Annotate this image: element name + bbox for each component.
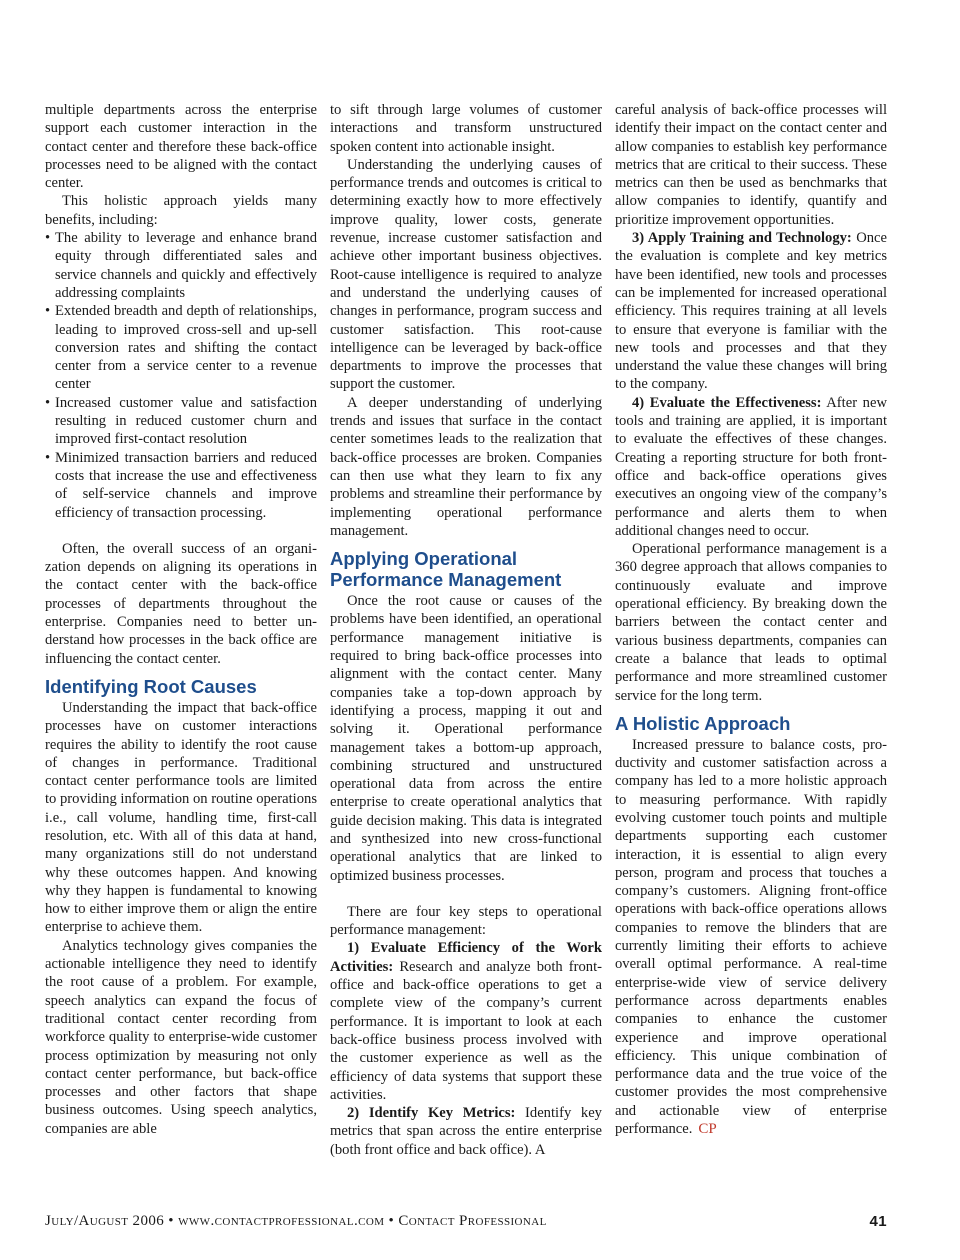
list-item-text: Minimized transaction barriers and reduced costs that increase the use and effectiveness of self-service channels and improve efficiency of transaction processing. [55, 449, 317, 521]
list-item-text: The ability to leverage and enhance brand equity through differentiated sales and service channels and quickly and effectively addressing complaints [55, 230, 317, 301]
step-text: Research and analyze both front-office and back-office operations to get a complete view of the company’s current performance. It is important to look at each back-office business process involved with the customer experience as well as the efficiency of data systems that support these activities. [330, 958, 602, 1103]
step-text: After new tools and training are applied, it is important to evaluate the effectives of these changes. Creating a reporting structure for both front-office and back-office operations gives executives an ongoing view of the company’s performance and alerts them to when additional changes need to occur. [615, 394, 887, 539]
step-paragraph [330, 939, 602, 1104]
list-item [45, 394, 317, 449]
step-paragraph [615, 229, 887, 394]
step-text: Once the evaluation is complete and key metrics have been identified, new tools and processes can be implemented for increased operational efficiency. This requires training at all levels to ensure that everyone is familiar with the new tools and processes and that they understand the value these changes will bring to the company. [615, 230, 887, 393]
bullet-icon: • [45, 394, 51, 411]
paragraph: careful analysis of back-office processes will identify their impact on the contact center and allow companies to establish key performance metrics that are critical to their success. These metrics can then be used as benchmarks that allow companies to identify, quantify and prioritize improvement opportunities. [615, 102, 887, 228]
section-heading-a-holistic-approach: A Holistic Approach [615, 712, 791, 734]
step-label: 3) Apply Training and Technology: [632, 230, 852, 247]
paragraph: Operational performance management is a 360 degree approach that allows companies to continuously evaluate and improve operational efficiency. By breaking down the barriers between the contact center and various business departments, companies can create a balance that leads to optimal performance and more streamlined customer service for the long term. [615, 541, 887, 704]
column-2 [330, 101, 602, 1159]
list-item [45, 302, 317, 393]
end-mark-icon: CP [698, 1121, 717, 1138]
step-label: 1) Evaluate Efficiency of the Work Activities: [330, 940, 602, 975]
page-footer [45, 1213, 887, 1233]
paragraph: This holistic approach yields many benefits, including: [45, 193, 317, 228]
paragraph: Understanding the impact that back-office processes have on customer interactions requires the ability to identify the root cause of changes in performance. Traditional contact center performance tools are limited to providing information on routine operations i.e., call volume, handling time, first-call resolution, etc. With all of this data at hand, many organizations still do not understand why these outcomes happen. And knowing why they happen is fundamental to knowing how to either improve them or align the entire enterprise to achieve them. [45, 699, 317, 936]
section-heading-identifying-root-causes: Identifying Root Causes [45, 675, 257, 697]
paragraph [615, 736, 887, 1139]
list-item-text: Increased customer value and satisfaction resulting in reduced customer churn and improved first-contact resolution [55, 394, 317, 448]
paragraph: Once the root cause or causes of the problems have been identified, an operational performance management initiative is required to bring back-office processes into alignment with the contact center. Many companies take a top-down approach by identifying a process, mapping it out and solving it. Operational performance management takes a bottom-up approach, combining structured and unstructured operational data from across the entire enterprise to create operational analytics that guide decision making. This data is integrated and synthesized into new cross-functional operational analytics that are linked to optimized business processes. [330, 593, 602, 884]
paragraph: Often, the overall success of an organization depends on aligning its operations in the contact center with the back-office processes of departments throughout the enterprise. Companies need to better understand how processes in the back office are influencing the contact center. [45, 540, 317, 667]
paragraph: to sift through large volumes of customer interactions and transform unstructured spoken content into actionable insight. [330, 102, 602, 155]
list-item [45, 449, 317, 522]
step-paragraph [330, 1104, 602, 1159]
page-number: 41 [869, 1213, 887, 1230]
step-paragraph [615, 394, 887, 540]
paragraph: Understanding the underlying causes of performance trends and outcomes is critical to determining exactly how to more effectively improve quality, lower costs, generate revenue, increase customer satisfaction and achieve other important business objectives. Root-cause intelligence is required to analyze and understand the underlying causes of changes in performance, program success and customer satisfaction. This root-cause intelligence can be leveraged by back-office departments to improve the processes that support the customer. [330, 156, 602, 393]
paragraph: A deeper understanding of underlying trends and issues that surface in the contact center sometimes leads to the realization that back-office processes are broken. Companies can then use what they learn to fix any problems and streamline their performance by implementing operational performance management. [330, 394, 602, 539]
list-item-text: Extended breadth and depth of relationships, leading to improved cross-sell and up-sell conversion rates and shifting the contact center from a service center to a revenue center [55, 303, 317, 393]
footer-publication-line: July/August 2006 • www.contactprofessional.com • Contact Professional [45, 1213, 547, 1229]
section-heading-applying-operational-performance-management: Applying Operational Performance Management [330, 548, 562, 591]
bullet-icon: • [45, 449, 51, 466]
bullet-icon: • [45, 303, 51, 320]
paragraph-text: Increased pressure to balance costs, productivity and customer satisfaction across a company has led to a more holistic approach to measuring performance. With rapidly evolving customer touch points and multiple departments supporting each customer interaction, it is essential to align every person, program and process that touches a company’s customers. Aligning front-office operations with back-office operations allows companies to remove the blinders that are currently limiting their efforts to achieve overall optimal performance. A real-time enterprise-wide view of service delivery performance across departments enables companies to enhance the customer experience and improve operational efficiency. This unique combination of performance data and the true voice of the customer provides the most comprehensive and actionable view of enterprise performance. [615, 736, 887, 1138]
step-text: Identify key metrics that span across the entire enterprise (both front office and back office). A [330, 1105, 602, 1158]
column-1 [45, 101, 317, 1138]
paragraph: There are four key steps to operational performance management: [330, 903, 602, 939]
benefits-list [45, 229, 317, 522]
step-label: 2) Identify Key Metrics: [347, 1105, 516, 1122]
paragraph: Analytics technology gives companies the actionable intelligence they need to identify the root cause of a problem. For example, speech analytics can expand the focus of traditional contact center recording from workforce quality to enterprise-wide customer process optimization by measuring not only contact center performance, but back-office processes and other factors that shape business outcomes. Using speech analytics, companies are able [45, 937, 317, 1137]
step-label: 4) Evaluate the Effectiveness: [632, 394, 822, 411]
bullet-icon: • [45, 230, 51, 247]
paragraph: multiple departments across the enterprise support each customer interaction in the contact center and therefore these back-office processes need to be aligned with the contact center. [45, 102, 317, 192]
list-item [45, 229, 317, 302]
column-3 [615, 101, 887, 1138]
